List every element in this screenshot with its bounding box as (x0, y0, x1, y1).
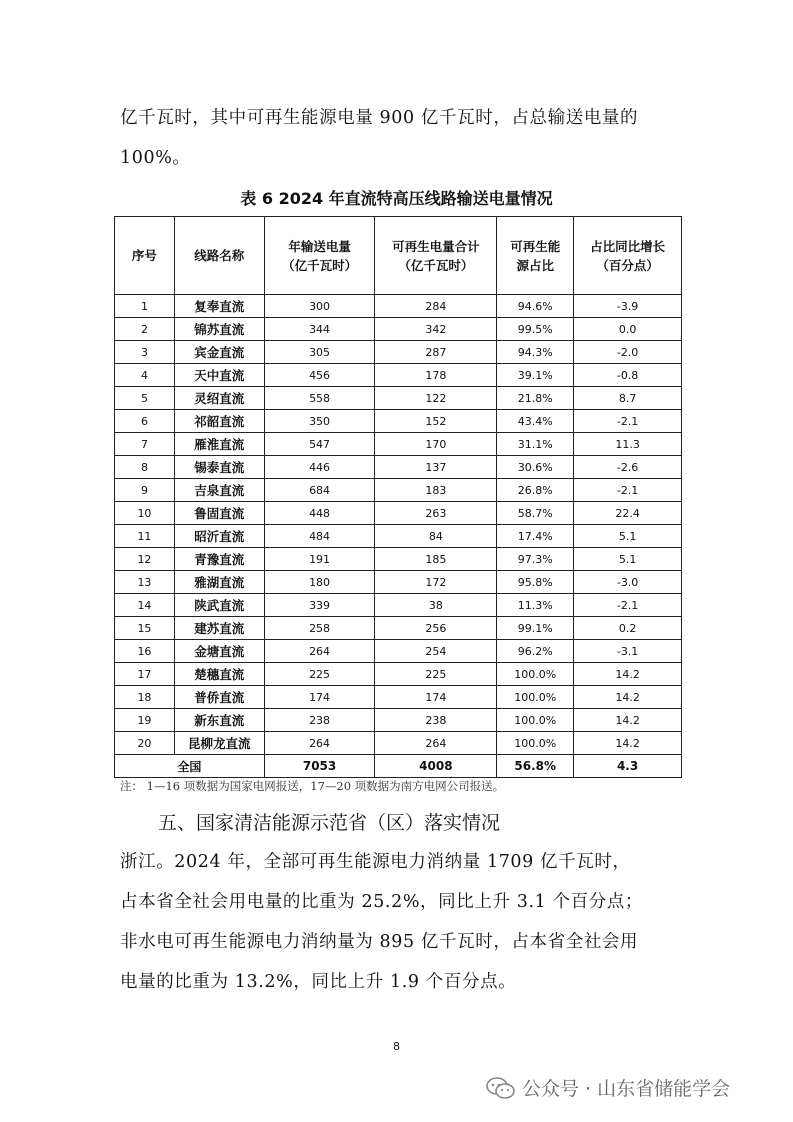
total-annual: 7053 (264, 755, 375, 778)
total-renew: 4008 (375, 755, 497, 778)
table-row (115, 732, 682, 755)
cell-annual: 305 (264, 341, 375, 364)
cell-annual: 446 (264, 456, 375, 479)
cell-line-name: 鲁固直流 (174, 502, 264, 525)
cell-renew: 264 (375, 732, 497, 755)
table-row (115, 617, 682, 640)
cell-renew: 122 (375, 387, 497, 410)
header-share (497, 217, 574, 295)
cell-no: 10 (115, 502, 175, 525)
cell-annual: 264 (264, 732, 375, 755)
cell-renew: 152 (375, 410, 497, 433)
cell-annual: 180 (264, 571, 375, 594)
cell-line-name: 锡泰直流 (174, 456, 264, 479)
header-annual (264, 217, 375, 295)
cell-no: 1 (115, 295, 175, 318)
cell-line-name: 昭沂直流 (174, 525, 264, 548)
cell-share: 31.1% (497, 433, 574, 456)
cell-line-name: 祁韶直流 (174, 410, 264, 433)
cell-annual: 258 (264, 617, 375, 640)
cell-renew: 172 (375, 571, 497, 594)
watermark (486, 1074, 730, 1101)
cell-no: 15 (115, 617, 175, 640)
cell-share: 99.5% (497, 318, 574, 341)
header-share-l1: 可再生能 (510, 238, 561, 254)
cell-share: 21.8% (497, 387, 574, 410)
table-row (115, 686, 682, 709)
header-renew-l2: （亿千瓦时） (398, 257, 474, 273)
cell-share: 58.7% (497, 502, 574, 525)
cell-line-name: 昆柳龙直流 (174, 732, 264, 755)
cell-renew: 185 (375, 548, 497, 571)
table-header-row (115, 217, 682, 295)
watermark-text: 公众号 · 山东省储能学会 (522, 1078, 731, 1100)
cell-line-name: 灵绍直流 (174, 387, 264, 410)
header-share-l2: 源占比 (516, 257, 554, 273)
zhejiang-line-3: 非水电可再生能源电力消纳量为 895 亿千瓦时，占本省全社会用 (120, 932, 639, 952)
cell-no: 12 (115, 548, 175, 571)
cell-line-name: 建苏直流 (174, 617, 264, 640)
total-growth: 4.3 (574, 755, 682, 778)
cell-growth: 5.1 (574, 548, 682, 571)
cell-growth: -2.1 (574, 410, 682, 433)
cell-no: 11 (115, 525, 175, 548)
cell-no: 19 (115, 709, 175, 732)
cell-no: 9 (115, 479, 175, 502)
table-row (115, 479, 682, 502)
cell-share: 100.0% (497, 709, 574, 732)
cell-line-name: 新东直流 (174, 709, 264, 732)
table-row (115, 364, 682, 387)
cell-growth: 0.2 (574, 617, 682, 640)
cell-growth: 5.1 (574, 525, 682, 548)
cell-annual: 300 (264, 295, 375, 318)
table-row (115, 571, 682, 594)
table-caption: 表 6 2024 年直流特高压线路输送电量情况 (240, 189, 553, 208)
cell-annual: 344 (264, 318, 375, 341)
cell-line-name: 雁淮直流 (174, 433, 264, 456)
cell-renew: 137 (375, 456, 497, 479)
table-row (115, 525, 682, 548)
cell-no: 6 (115, 410, 175, 433)
cell-share: 39.1% (497, 364, 574, 387)
zhejiang-paragraph (120, 842, 680, 1002)
cell-line-name: 普侨直流 (174, 686, 264, 709)
cell-growth: -2.6 (574, 456, 682, 479)
cell-line-name: 楚穗直流 (174, 663, 264, 686)
intro-line-1: 亿千瓦时，其中可再生能源电量 900 亿千瓦时，占总输送电量的 (120, 108, 639, 128)
table-row (115, 295, 682, 318)
cell-growth: 14.2 (574, 709, 682, 732)
uhvdc-table (114, 216, 682, 778)
cell-share: 100.0% (497, 686, 574, 709)
section-heading: 五、国家清洁能源示范省（区）落实情况 (158, 812, 501, 834)
cell-annual: 547 (264, 433, 375, 456)
cell-renew: 238 (375, 709, 497, 732)
cell-growth: -3.0 (574, 571, 682, 594)
cell-no: 2 (115, 318, 175, 341)
cell-renew: 287 (375, 341, 497, 364)
cell-share: 100.0% (497, 663, 574, 686)
cell-line-name: 金塘直流 (174, 640, 264, 663)
cell-annual: 174 (264, 686, 375, 709)
cell-no: 5 (115, 387, 175, 410)
cell-growth: 22.4 (574, 502, 682, 525)
cell-annual: 191 (264, 548, 375, 571)
cell-share: 95.8% (497, 571, 574, 594)
cell-line-name: 雅湖直流 (174, 571, 264, 594)
cell-renew: 170 (375, 433, 497, 456)
cell-share: 96.2% (497, 640, 574, 663)
cell-renew: 225 (375, 663, 497, 686)
cell-line-name: 青豫直流 (174, 548, 264, 571)
cell-no: 18 (115, 686, 175, 709)
cell-annual: 684 (264, 479, 375, 502)
table-total-row (115, 755, 682, 778)
cell-growth: -3.1 (574, 640, 682, 663)
cell-renew: 84 (375, 525, 497, 548)
cell-annual: 456 (264, 364, 375, 387)
cell-growth: 14.2 (574, 663, 682, 686)
table-row (115, 709, 682, 732)
page-number: 8 (393, 1040, 400, 1053)
cell-share: 11.3% (497, 594, 574, 617)
cell-renew: 284 (375, 295, 497, 318)
header-seq: 序号 (115, 217, 175, 295)
cell-annual: 558 (264, 387, 375, 410)
header-annual-l1: 年输送电量 (288, 238, 351, 254)
cell-no: 8 (115, 456, 175, 479)
table-row (115, 502, 682, 525)
cell-renew: 256 (375, 617, 497, 640)
cell-growth: 8.7 (574, 387, 682, 410)
cell-line-name: 宾金直流 (174, 341, 264, 364)
cell-renew: 38 (375, 594, 497, 617)
cell-growth: 0.0 (574, 318, 682, 341)
cell-annual: 264 (264, 640, 375, 663)
cell-annual: 339 (264, 594, 375, 617)
cell-line-name: 吉泉直流 (174, 479, 264, 502)
cell-growth: -0.8 (574, 364, 682, 387)
table-body (115, 295, 682, 778)
table-row (115, 663, 682, 686)
cell-line-name: 陕武直流 (174, 594, 264, 617)
cell-growth: 14.2 (574, 686, 682, 709)
table-row (115, 594, 682, 617)
cell-annual: 225 (264, 663, 375, 686)
cell-renew: 178 (375, 364, 497, 387)
cell-growth: -2.0 (574, 341, 682, 364)
table-row (115, 548, 682, 571)
cell-renew: 174 (375, 686, 497, 709)
cell-share: 43.4% (497, 410, 574, 433)
zhejiang-line-4: 电量的比重为 13.2%，同比上升 1.9 个百分点。 (120, 972, 517, 992)
cell-annual: 350 (264, 410, 375, 433)
zhejiang-line-2: 占本省全社会用电量的比重为 25.2%，同比上升 3.1 个百分点； (120, 892, 644, 912)
header-growth-l2: （百分点） (596, 257, 659, 273)
table-row (115, 456, 682, 479)
cell-growth: -3.9 (574, 295, 682, 318)
header-renew-l1: 可再生电量合计 (392, 238, 480, 254)
cell-growth: 14.2 (574, 732, 682, 755)
table-row (115, 640, 682, 663)
cell-share: 94.6% (497, 295, 574, 318)
cell-no: 7 (115, 433, 175, 456)
header-renew (375, 217, 497, 295)
intro-paragraph (120, 98, 680, 178)
total-share: 56.8% (497, 755, 574, 778)
table-row (115, 410, 682, 433)
cell-no: 20 (115, 732, 175, 755)
cell-growth: -2.1 (574, 594, 682, 617)
intro-line-2: 100%。 (120, 148, 191, 168)
zhejiang-line-1: 浙江。2024 年，全部可再生能源电力消纳量 1709 亿千瓦时， (120, 852, 631, 872)
cell-line-name: 锦苏直流 (174, 318, 264, 341)
cell-share: 100.0% (497, 732, 574, 755)
header-annual-l2: （亿千瓦时） (282, 257, 358, 273)
cell-line-name: 复奉直流 (174, 295, 264, 318)
cell-annual: 448 (264, 502, 375, 525)
cell-renew: 342 (375, 318, 497, 341)
cell-annual: 484 (264, 525, 375, 548)
table-row (115, 341, 682, 364)
cell-growth: -2.1 (574, 479, 682, 502)
table-row (115, 387, 682, 410)
header-name: 线路名称 (174, 217, 264, 295)
cell-share: 26.8% (497, 479, 574, 502)
cell-annual: 238 (264, 709, 375, 732)
cell-no: 4 (115, 364, 175, 387)
cell-line-name: 天中直流 (174, 364, 264, 387)
header-growth-l1: 占比同比增长 (590, 238, 666, 254)
cell-share: 97.3% (497, 548, 574, 571)
cell-share: 17.4% (497, 525, 574, 548)
cell-no: 17 (115, 663, 175, 686)
cell-share: 94.3% (497, 341, 574, 364)
cell-share: 99.1% (497, 617, 574, 640)
cell-growth: 11.3 (574, 433, 682, 456)
table-row (115, 318, 682, 341)
cell-renew: 263 (375, 502, 497, 525)
cell-share: 30.6% (497, 456, 574, 479)
table-note: 注： 1—16 项数据为国家电网报送，17—20 项数据为南方电网公司报送。 (120, 779, 505, 793)
table-row (115, 433, 682, 456)
cell-renew: 254 (375, 640, 497, 663)
total-label: 全国 (115, 755, 265, 778)
cell-no: 3 (115, 341, 175, 364)
cell-no: 13 (115, 571, 175, 594)
cell-no: 16 (115, 640, 175, 663)
wechat-official-account-icon (486, 1076, 516, 1100)
cell-renew: 183 (375, 479, 497, 502)
cell-no: 14 (115, 594, 175, 617)
header-growth (574, 217, 682, 295)
